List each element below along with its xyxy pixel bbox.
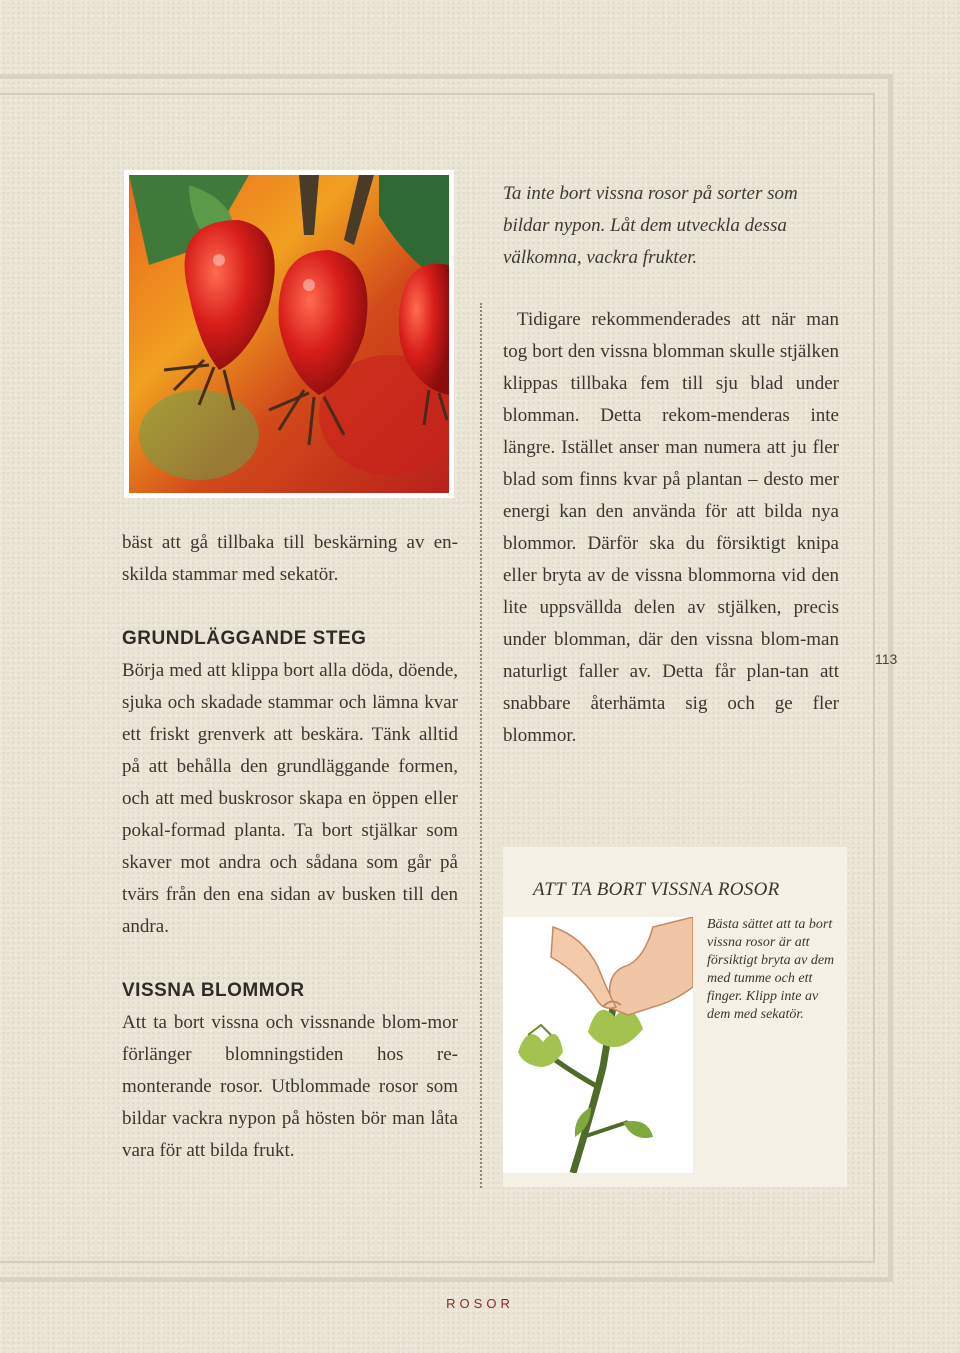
heading-vissna-blommor: VISSNA BLOMMOR [122,980,305,1001]
column-divider [480,303,482,1188]
page-number: 113 [875,651,898,667]
paragraph-vissna-blommor: Att ta bort vissna och vissnande blom-mor förlänger blomningstiden hos re-monterande rosor. Utblommade rosor som bildar vackra nypon på hösten bör man låta vara för att bilda frukt. [122,1012,458,1161]
deadheading-sidebar-box [503,847,847,1187]
right-column [503,304,839,752]
deadheading-illustration [503,917,693,1173]
rosehip-photo [124,170,454,498]
left-column [122,527,458,1167]
paragraph-grundlaggande-steg: Börja med att klippa bort alla döda, döende, sjuka och skadade stammar och lämna kvar ett friskt grenverk att beskära. Tänk alltid på att behålla den grundläggande formen, och att med buskrosor skapa en öppen eller pokal-formad planta. Ta bort stjälkar som skaver mot andra och sådana som går på tvärs från den ena sidan av busken till den andra. [122,660,458,937]
sidebar-text: Bästa sättet att ta bort vissna rosor är att försiktigt bryta av dem med tumme och ett finger. Klipp inte av dem med sekatör. [707,917,835,1022]
paragraph-deadheading: Tidigare rekommenderades att när man tog bort den vissna blomman skulle stjälken klippas tillbaka fem till sju blad under blomman. Detta rekom-menderas inte längre. Istället anser man numera att ju fler blad som finns kvar på plantan – desto mer energi kan den använda för att bilda nya blommor. Därför ska du försiktigt knipa eller bryta av de vissna blommorna vid den lite uppsvällda delen av stjälken, precis under blomman, där den vissna blom-man naturligt faller av. Detta får plan-tan att snabbare återhämta sig och ge fler blommor. [503,309,839,746]
photo-caption: Ta inte bort vissna rosor på sorter som bildar nypon. Låt dem utveckla dessa välkomna, vackra frukter. [503,183,798,268]
sidebar-title: ATT TA BORT VISSNA ROSOR [533,879,780,900]
intro-paragraph: bäst att gå tillbaka till beskärning av en-skilda stammar med sekatör. [122,532,458,585]
running-footer: ROSOR [446,1296,514,1311]
heading-grundlaggande-steg: GRUNDLÄGGANDE STEG [122,628,367,649]
